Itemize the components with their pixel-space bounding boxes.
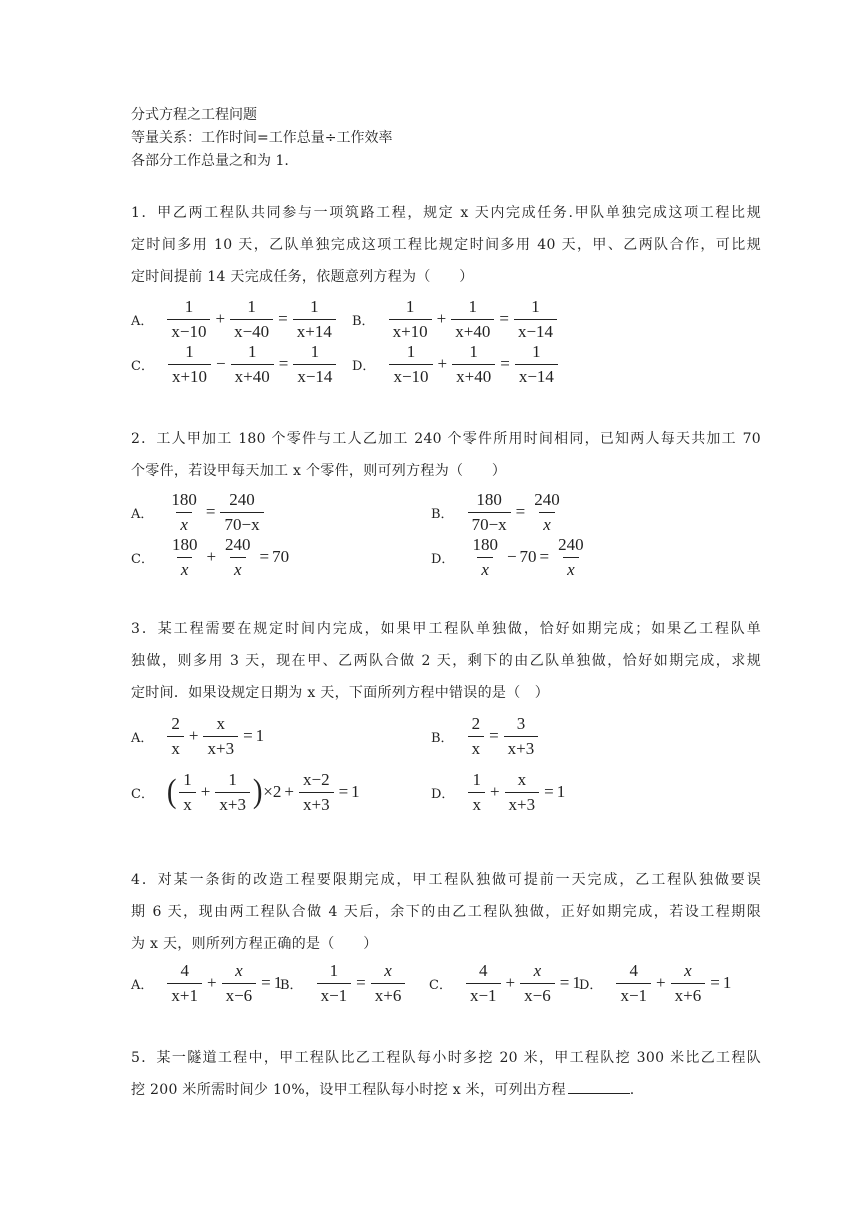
option-label: A． (131, 313, 154, 329)
q3-option-d[interactable] (431, 764, 565, 820)
q5-line-2: 挖 200 米所需时间少 10%，设甲工程队每小时挖 x 米，可列出方程 . (131, 1074, 761, 1106)
option-label: B． (352, 313, 375, 329)
q3-option-a[interactable] (131, 708, 264, 764)
option-label: A． (131, 730, 154, 746)
option-label: D． (352, 358, 376, 374)
equation: $\frac{180}{70-x}$ = $\frac{240}{x}$ (466, 490, 566, 535)
option-label: D． (431, 551, 455, 567)
q3-line-1: 3．某工程需要在规定时间内完成，如果甲工程队单独做，恰好如期完成；如果乙工程队单 (131, 621, 761, 637)
option-label: B． (280, 977, 303, 993)
equation: $\frac{180}{x}$ + $\frac{240}{x}$ = 70 (171, 534, 290, 579)
equation: $\frac{1}{x-10}$ + $\frac{1}{x-40}$ = $\frac{1}{x+14}$ (165, 297, 337, 342)
question-5-text (131, 1042, 761, 1106)
q1-option-c[interactable] (131, 336, 338, 392)
option-label: C． (131, 551, 154, 567)
question-1-text (131, 197, 761, 293)
option-label: C． (131, 786, 154, 802)
q2-line-2: 个零件，若设甲每天加工 x 个零件，则可列方程为（ ） (131, 463, 507, 479)
q3-option-c[interactable] (131, 764, 360, 820)
question-2-text (131, 423, 761, 487)
q1-option-d[interactable] (352, 336, 560, 392)
q3-option-b[interactable] (431, 708, 540, 764)
q3-line-2: 独做，则多用 3 天，现在甲、乙两队合做 2 天，剩下的由乙队单独做，恰好如期完成，求规 (131, 653, 761, 669)
equation: $\frac{180}{x}$ − 70 = $\frac{240}{x}$ (472, 534, 584, 579)
q4-option-b[interactable] (280, 955, 407, 1011)
answer-blank[interactable] (568, 1079, 630, 1094)
sum-rule: 各部分工作总量之和为 1. (131, 153, 289, 169)
option-label: D． (431, 786, 455, 802)
question-4-text (131, 864, 761, 960)
equation: $\frac{2}{x}$ + $\frac{x}{x+3}$ = 1 (165, 714, 264, 759)
q4-option-d[interactable] (579, 955, 731, 1011)
q5-line-1: 5．某一隧道工程中，甲工程队比乙工程队每小时多挖 20 米，甲工程队挖 300 米比乙工程队 (131, 1050, 761, 1066)
option-label: C． (131, 358, 154, 374)
equation: $\frac{1}{x+10}$ + $\frac{1}{x+40}$ = $\frac{1}{x-14}$ (387, 297, 559, 342)
equation: $\frac{1}{x+10}$ − $\frac{1}{x+40}$ = $\frac{1}{x-14}$ (166, 342, 338, 387)
option-label: A． (131, 977, 154, 993)
option-label: A． (131, 506, 154, 522)
option-label: B． (431, 506, 454, 522)
q4-line-3: 为 x 天，则所列方程正确的是（ ） (131, 936, 378, 952)
question-3-text (131, 613, 761, 709)
q2-option-d[interactable] (431, 529, 590, 585)
equation: $\frac{4}{x+1}$ + $\frac{x}{x-6}$ = 1 (165, 961, 282, 1006)
equation: $\frac{1}{x-10}$ + $\frac{1}{x+40}$ = $\frac{1}{x-14}$ (387, 342, 559, 387)
worksheet-title: 分式方程之工程问题 (131, 107, 257, 123)
q2-line-1: 2．工人甲加工 180 个零件与工人乙加工 240 个零件所用时间相同，已知两人每天共加工 70 (131, 431, 761, 447)
option-label: C． (429, 977, 452, 993)
q1-line-3: 定时间提前 14 天完成任务，依题意列方程为（ ） (131, 269, 474, 285)
equation: $\frac{4}{x-1}$ + $\frac{x}{x-6}$ = 1 (464, 961, 581, 1006)
equation: $\frac{1}{x-1}$ = $\frac{x}{x+6}$ (315, 961, 408, 1006)
equality-relation: 等量关系：工作时间=工作总量÷工作效率 (131, 130, 393, 146)
equation: $\frac{4}{x-1}$ + $\frac{x}{x+6}$ = 1 (614, 961, 731, 1006)
option-label: D． (579, 977, 603, 993)
q1-line-1: 1．甲乙两工程队共同参与一项筑路工程，规定 x 天内完成任务.甲队单独完成这项工程比规 (131, 205, 761, 221)
q4-line-1: 4．对某一条街的改造工程要限期完成，甲工程队独做可提前一天完成，乙工程队独做要误 (131, 872, 761, 888)
equation: $\frac{2}{x}$ = $\frac{3}{x+3}$ (466, 714, 541, 759)
q2-option-c[interactable] (131, 529, 289, 585)
option-label: B． (431, 730, 454, 746)
q3-line-3: 定时间．如果设规定日期为 x 天，下面所列方程中错误的是（ ） (131, 685, 550, 701)
q4-option-c[interactable] (429, 955, 581, 1011)
equation: $\frac{180}{x}$ = $\frac{240}{70-x}$ (165, 490, 265, 535)
q4-option-a[interactable] (131, 955, 282, 1011)
q4-line-2: 期 6 天，现由两工程队合做 4 天后，余下的由乙工程队独做，正好如期完成，若设工程期限 (131, 904, 761, 920)
q1-line-2: 定时间多用 10 天，乙队单独完成这项工程比规定时间多用 40 天，甲、乙两队合作，可比规 (131, 237, 761, 253)
equation: $\frac{1}{x}$ + $\frac{x}{x+3}$ = 1 (466, 770, 565, 815)
equation: ( $\frac{1}{x}$ + $\frac{1}{x+3}$ ) ×2 + $\frac{x-2}{x+3}$ = 1 (166, 769, 360, 814)
